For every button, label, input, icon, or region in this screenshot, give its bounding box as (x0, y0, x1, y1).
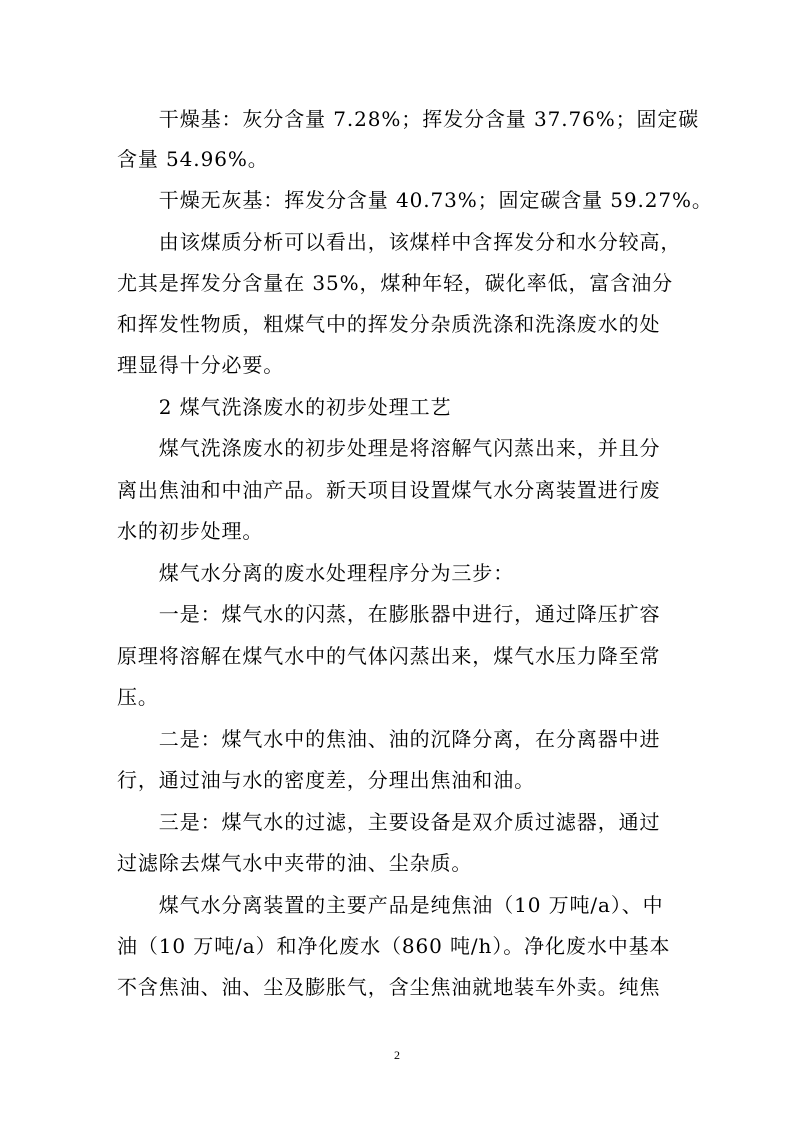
text-line: 水的初步处理。 (117, 519, 264, 543)
text-line: 含量 54.96%。 (117, 147, 269, 171)
text-line: 不含焦油、油、尘及膨胀气，含尘焦油就地装车外卖。纯焦 (117, 975, 661, 999)
text-line: 理显得十分必要。 (117, 353, 285, 377)
text-line: 干燥基：灰分含量 7.28%；挥发分含量 37.76%；固定碳 (117, 107, 700, 131)
text-line: 干燥无灰基：挥发分含量 40.73%；固定碳含量 59.27%。 (117, 188, 713, 212)
text-line: 一是：煤气水的闪蒸，在膨胀器中进行，通过降压扩容 (117, 602, 661, 626)
text-line: 煤气水分离的废水处理程序分为三步： (117, 561, 515, 585)
text-line: 二是：煤气水中的焦油、油的沉降分离，在分离器中进 (117, 727, 661, 751)
page-number: 2 (394, 1048, 400, 1062)
text-line: 尤其是挥发分含量在 35%，煤种年轻，碳化率低，富含油分 (117, 271, 674, 295)
text-line: 和挥发性物质，粗煤气中的挥发分杂质洗涤和洗涤废水的处 (117, 312, 661, 336)
text-line: 原理将溶解在煤气水中的气体闪蒸出来，煤气水压力降至常 (117, 644, 661, 668)
text-line: 油（10 万吨/a）和净化废水（860 吨/h）。净化废水中基本 (117, 934, 671, 958)
text-line: 三是：煤气水的过滤，主要设备是双介质过滤器，通过 (117, 810, 661, 834)
text-line: 煤气水分离装置的主要产品是纯焦油（10 万吨/a）、中 (117, 893, 664, 917)
section-heading: 2 煤气洗涤废水的初步处理工艺 (117, 395, 452, 419)
text-line: 行，通过油与水的密度差，分理出焦油和油。 (117, 768, 535, 792)
text-line: 离出焦油和中油产品。新天项目设置煤气水分离装置进行废 (117, 478, 661, 502)
text-line: 煤气洗涤废水的初步处理是将溶解气闪蒸出来，并且分 (117, 436, 661, 460)
text-line: 压。 (117, 685, 159, 709)
text-line: 由该煤质分析可以看出，该煤样中含挥发分和水分较高， (117, 230, 682, 254)
text-line: 过滤除去煤气水中夹带的油、尘杂质。 (117, 851, 473, 875)
